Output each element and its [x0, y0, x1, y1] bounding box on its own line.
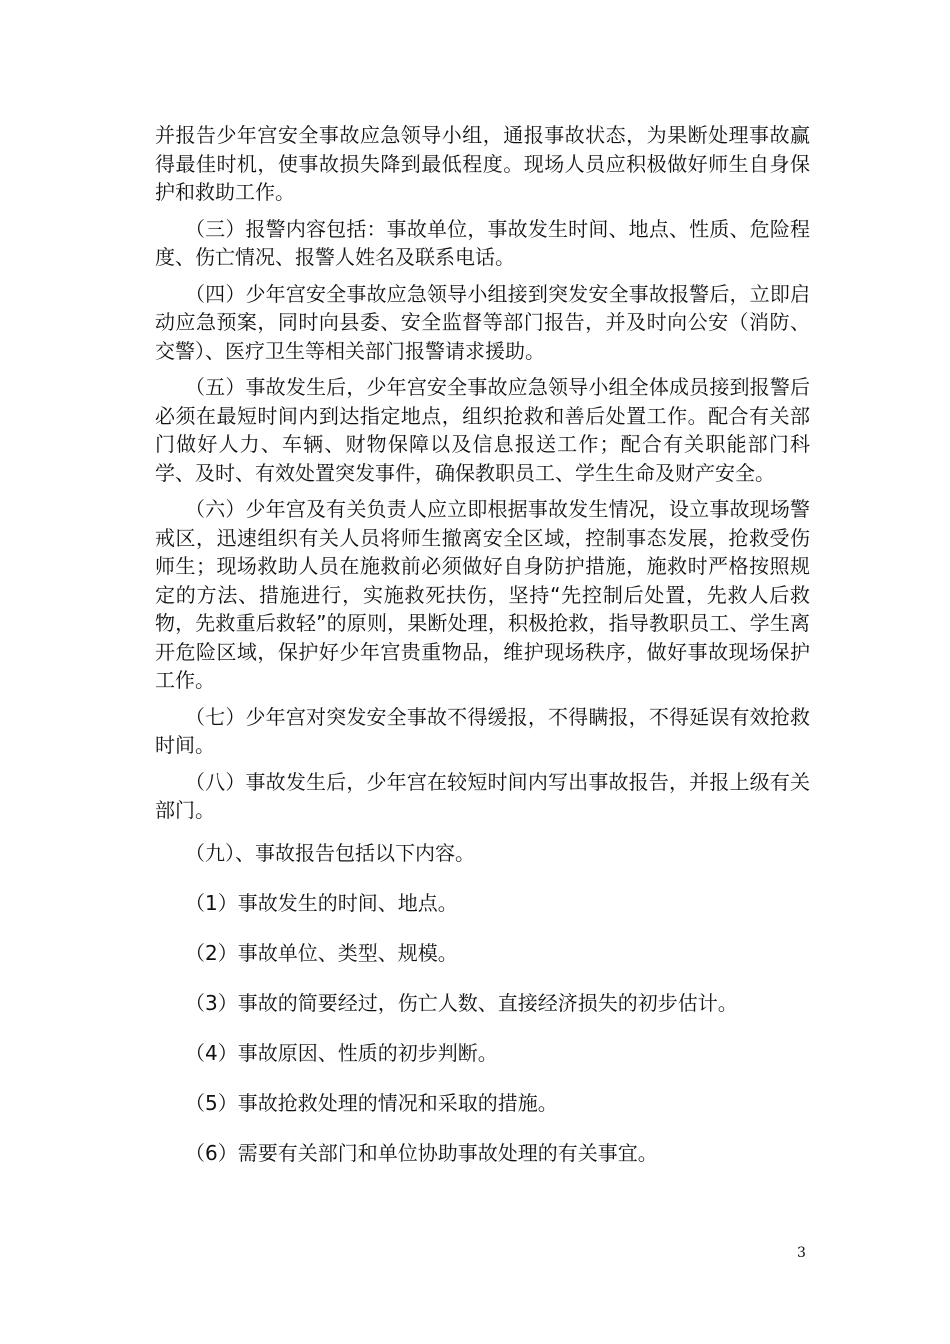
paragraph-alarm-content: （三）报警内容包括：事故单位，事故发生时间、地点、性质、危险程度、伤亡情况、报警人姓名及联系电话。 — [155, 216, 810, 269]
list-item: （4）事故原因、性质的初步判断。 — [185, 1040, 498, 1065]
list-item: （5）事故抢救处理的情况和采取的措施。 — [185, 1090, 558, 1115]
paragraph-emergency-plan: （四）少年宫安全事故应急领导小组接到突发安全事故报警后，立即启动应急预案，同时向县委、安全监督等部门报告，并及时向公安（消防、交警）、医疗卫生等相关部门报警请求援助。 — [155, 281, 810, 363]
document-body — [155, 121, 810, 1167]
list-item: （九）、事故报告包括以下内容。 — [185, 840, 475, 865]
paragraph-no-delay: （七）少年宫对突发安全事故不得缓报，不得瞒报，不得延误有效抢救时间。 — [155, 704, 810, 757]
list-item: （6）需要有关部门和单位协助事故处理的有关事宜。 — [185, 1140, 658, 1165]
list-item: （2）事故单位、类型、规模。 — [185, 940, 458, 965]
page-number: 3 — [797, 1245, 806, 1261]
list-item: （1）事故发生的时间、地点。 — [185, 890, 458, 915]
list-item: （3）事故的简要经过，伤亡人数、直接经济损失的初步估计。 — [185, 990, 738, 1015]
report-content-list — [155, 839, 810, 1167]
paragraph-accident-report: （八）事故发生后，少年宫在较短时间内写出事故报告，并报上级有关部门。 — [155, 769, 810, 822]
paragraph-on-site-rescue: （六）少年宫及有关负责人应立即根据事故发生情况，设立事故现场警戒区，迅速组织有关人员将师生撤离安全区域，控制事态发展，抢救受伤师生；现场救助人员在施救前必须做好自身防护措施，施救时严格按照规定的方法、措施进行，实施救死扶伤，坚持“先控制后处置，先救人后救物，先救重后救轻”的原则，果断处理，积极抢救，指导教职员工、学生离开危险区域，保护好少年宫贵重物品，维护现场秩序，做好事故现场保护工作。 — [155, 497, 810, 692]
paragraph-after-accident: （五）事故发生后，少年宫安全事故应急领导小组全体成员接到报警后必须在最短时间内到达指定地点，组织抢救和善后处置工作。配合有关部门做好人力、车辆、财物保障以及信息报送工作；配合有关职能部门科学、及时、有效处置突发事件，确保教职员工、学生生命及财产安全。 — [155, 375, 810, 485]
paragraph-continuation: 并报告少年宫安全事故应急领导小组，通报事故状态，为果断处理事故赢得最佳时机，使事故损失降到最低程度。现场人员应积极做好师生自身保护和救助工作。 — [155, 123, 810, 204]
